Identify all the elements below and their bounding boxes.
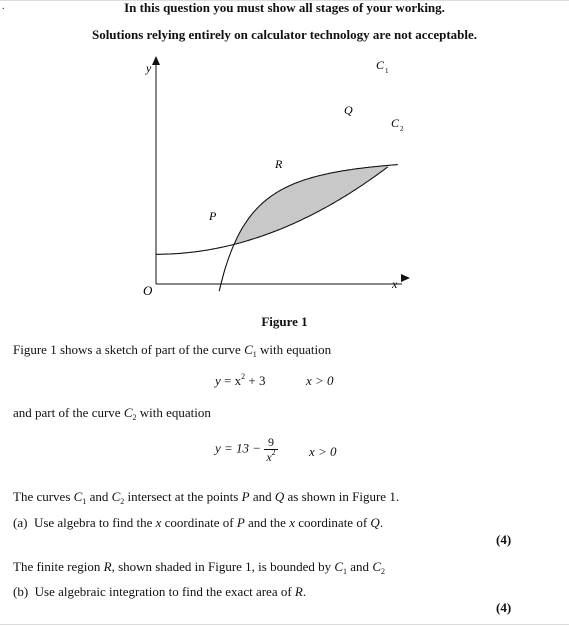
part-b-marks: (4) [496,600,512,615]
part-b-question: (b) Use algebraic integration to find the exact area of R. [13,584,307,599]
equation-c2-fraction: $\frac{9}{x^2}$ [266,435,276,464]
instruction-line-2: Solutions relying entirely on calculator technology are not acceptable. [91,27,478,42]
c2-label-sub: 2 [400,125,404,133]
intersect-line: The curves $C_1$ and $C_2$ intersect at the points P and Q as shown in Figure 1. [13,489,400,506]
equation-c2: y = 13 − $\frac{9}{x^2}$ [215,435,276,464]
point-q-label: Q [344,103,353,117]
part-a-question: (a) Use algebra to find the x coordinate of P and the x coordinate of Q. [13,515,384,530]
c2-label: C [391,116,400,130]
region-line: The finite region R, shown shaded in Figure 1, is bounded by $C_1$ and $C_2$ [13,559,385,576]
margin-dot: . [2,1,5,12]
figure-caption: Figure 1 [261,314,308,329]
instruction-line-1: In this question you must show all stages of your working. [124,0,445,15]
figure-1 [0,50,569,305]
and-part-line: and part of the curve $C_2$ with equation [13,405,211,422]
y-axis-arrow [152,56,160,65]
c1-label: C [376,58,385,72]
page-bottom-border [0,624,569,625]
part-a-marks: (4) [496,532,512,547]
origin-label: O [143,283,153,298]
y-axis-label: y [146,61,152,75]
x-axis-arrow [401,274,410,282]
x-axis-label: x [392,277,398,291]
c1-label-sub: 1 [385,67,389,75]
point-p-label: P [209,209,217,223]
region-r-label: R [275,157,283,171]
equation-c1: $y = x^2 + 3$ [215,372,266,388]
intro-line: Figure 1 shows a sketch of part of the curve $C_1$ with equation [13,342,332,359]
equation-c1-condition: x > 0 [306,373,334,388]
equation-c2-condition: x > 0 [309,444,337,459]
